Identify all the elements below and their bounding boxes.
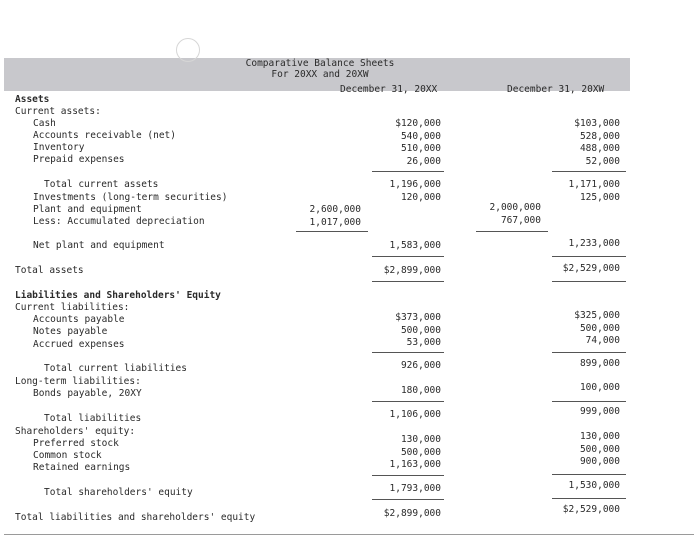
current-liab-20xw: $325,000 500,000 74,000: [574, 310, 620, 346]
equity-20xx: 130,000 500,000 1,163,000: [389, 434, 441, 470]
total-liab-se-label: Total liabilities and shareholders' equity: [15, 512, 256, 523]
total-current-liab-20xw: 899,000: [579, 358, 620, 369]
column-header-20xx: December 31, 20XX: [340, 84, 438, 95]
total-current-assets-label: Total current assets: [44, 179, 159, 190]
accounts-receivable-label: Accounts receivable (net): [33, 130, 176, 141]
rule: [372, 352, 444, 353]
current-liabilities-heading: Current liabilities:: [15, 302, 130, 313]
cash-label: Cash: [33, 118, 56, 129]
total-liab-20xx: 1,106,000: [389, 409, 441, 420]
bonds-payable-label: Bonds payable, 20XY: [33, 388, 142, 399]
total-liab-20xw: 999,000: [579, 406, 620, 417]
equity-20xw: 130,000 500,000 900,000: [579, 431, 620, 467]
bonds-payable-20xx: 180,000: [400, 385, 441, 396]
rule: [552, 474, 626, 475]
rule: [476, 231, 548, 232]
total-liabilities-label: Total liabilities: [44, 413, 142, 424]
common-stock-label: Common stock: [33, 450, 102, 461]
sheet-title: Comparative Balance Sheets: [245, 58, 395, 69]
long-term-liabilities-heading: Long-term liabilities:: [15, 376, 141, 387]
tca-investments-20xw: 1,171,000 125,000: [568, 179, 620, 203]
shareholders-equity-heading: Shareholders' equity:: [15, 426, 136, 437]
total-se-20xx: 1,793,000: [389, 483, 441, 494]
accounts-payable-label: Accounts payable: [33, 314, 125, 325]
plant-dep-20xw: 2,000,000 767,000: [489, 202, 541, 226]
bonds-payable-20xw: 100,000: [579, 382, 620, 393]
current-assets-20xw: $103,000 528,000 488,000 52,000: [574, 118, 620, 167]
total-liab-se-20xx: $2,899,000: [383, 508, 441, 519]
rule: [552, 401, 626, 402]
rule: [372, 171, 444, 172]
liabilities-heading: Liabilities and Shareholders' Equity: [15, 290, 221, 301]
net-plant-20xw: 1,233,000: [568, 238, 620, 249]
circle-mark: [176, 38, 200, 62]
current-liab-20xx: $373,000 500,000 53,000: [395, 312, 441, 348]
total-shareholders-equity-label: Total shareholders' equity: [44, 487, 193, 498]
rule: [552, 352, 626, 353]
rule: [552, 281, 626, 282]
net-plant-label: Net plant and equipment: [33, 240, 165, 251]
bottom-border: [4, 534, 694, 535]
rule: [372, 256, 444, 257]
tca-investments-20xx: 1,196,000 120,000: [389, 179, 441, 203]
rule: [372, 281, 444, 282]
total-liab-se-20xw: $2,529,000: [562, 504, 620, 515]
column-header-20xw: December 31, 20XW: [507, 84, 605, 95]
total-current-liabilities-label: Total current liabilities: [44, 363, 187, 374]
accrued-expenses-label: Accrued expenses: [33, 339, 125, 350]
rule: [552, 498, 626, 499]
plant-label: Plant and equipment: [33, 204, 142, 215]
total-assets-label: Total assets: [15, 265, 84, 276]
accum-dep-label: Less: Accumulated depreciation: [33, 216, 205, 227]
inventory-label: Inventory: [33, 142, 85, 153]
rule: [552, 171, 626, 172]
investments-label: Investments (long-term securities): [33, 192, 228, 203]
retained-earnings-label: Retained earnings: [33, 462, 131, 473]
assets-heading: Assets: [15, 94, 50, 105]
prepaid-label: Prepaid expenses: [33, 154, 125, 165]
net-plant-20xx: 1,583,000: [389, 240, 441, 251]
current-assets-heading: Current assets:: [15, 106, 101, 117]
notes-payable-label: Notes payable: [33, 326, 108, 337]
sheet-title-block: [240, 58, 400, 80]
total-assets-20xw: $2,529,000: [562, 263, 620, 274]
total-se-20xw: 1,530,000: [568, 480, 620, 491]
current-assets-20xx: $120,000 540,000 510,000 26,000: [395, 118, 441, 167]
rule: [372, 401, 444, 402]
plant-dep-20xx: 2,600,000 1,017,000: [309, 204, 361, 228]
rule: [372, 499, 444, 500]
preferred-stock-label: Preferred stock: [33, 438, 119, 449]
rule: [296, 231, 368, 232]
rule: [372, 475, 444, 476]
sheet-subtitle: For 20XX and 20XW: [271, 69, 369, 80]
total-current-liab-20xx: 926,000: [400, 360, 441, 371]
total-assets-20xx: $2,899,000: [383, 265, 441, 276]
rule: [552, 256, 626, 257]
